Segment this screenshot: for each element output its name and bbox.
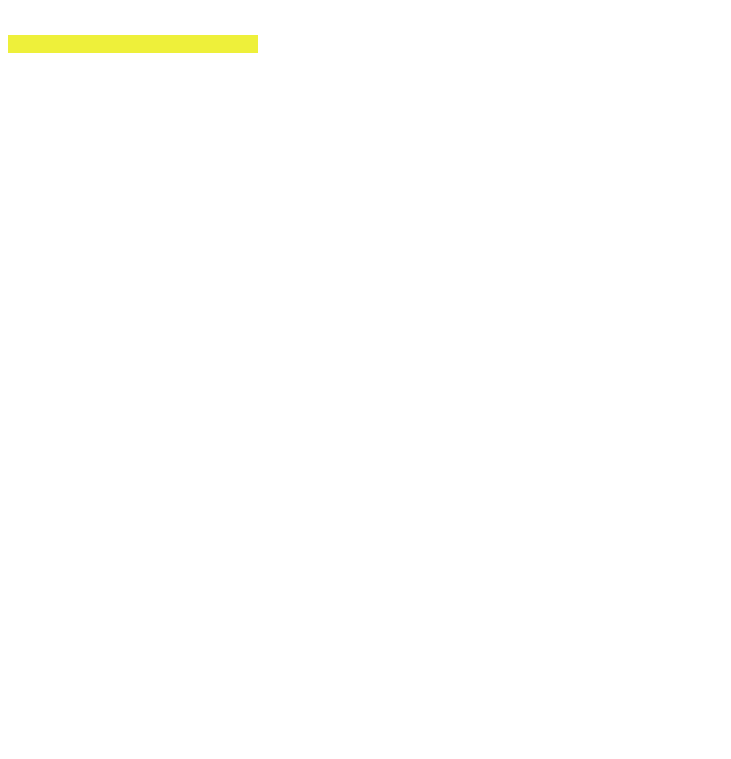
line-banner <box>8 35 258 53</box>
